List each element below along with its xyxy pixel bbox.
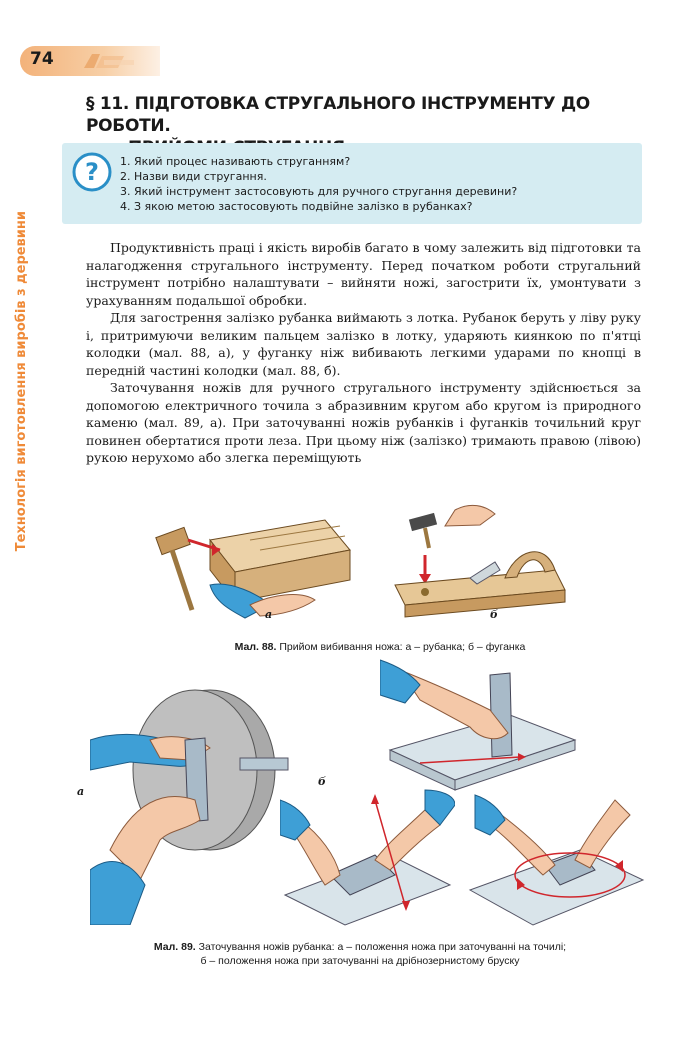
paragraph: Заточування ножів для ручного стругального інструменту здійснюється за допомогою електричного точила з абразивним кругом або кругом із природного каменю (мал. 89, а). При заточуванні ножів рубанків і фуганків точильний круг повинен обертатися проти леза. При цьому ніж (залізко) тримають правою (лівою) рукою нерухомо або злегка переміщують (86, 380, 641, 465)
svg-text:?: ? (85, 158, 99, 186)
figure-89-label-b: б (318, 775, 326, 788)
questions-list (120, 154, 640, 214)
question-item: 3. Який інструмент застосовують для ручного стругання деревини? (120, 185, 518, 198)
paragraph: Продуктивність праці і якість виробів багато в чому залежить від підготовки та налагодження стругального інструменту. Перед початком роботи стругальний інструмент потрібно налаштувати – вийняти ножі, загострити їх, умонтувати з урахуванням подальшої обробки. (86, 240, 641, 308)
book-logo-icon (80, 50, 140, 72)
figure-89-caption-number: Мал. 89. (153, 941, 196, 953)
question-item: 1. Який процес називають струганням? (120, 155, 351, 168)
figure-88-caption-number: Мал. 88. (234, 641, 277, 653)
figure-88-label-a: а (265, 608, 273, 621)
question-icon (72, 152, 112, 192)
question-item: 2. Назви види стругання. (120, 170, 267, 183)
heading-line-1: § 11. ПІДГОТОВКА СТРУГАЛЬНОГО ІНСТРУМЕНТУ ДО РОБОТИ. (86, 94, 590, 136)
figure-89-caption-line-2: б – положення ножа при заточуванні на дрібнозернистому бруску (200, 955, 520, 967)
side-section-title (8, 98, 34, 664)
figure-88-label-b: б (490, 608, 498, 621)
side-section-title-text: Технологія виготовлення виробів з деревини (13, 210, 29, 552)
whetstone-circular-motion-illustration (465, 790, 645, 930)
paragraph: Для загострення залізко рубанка виймають з лотка. Рубанок беруть у ліву руку і, притримуючи великим пальцем залізко в лотку, ударяють киянкою по п'ятці колодки (мал. 88, а), у фуганку ніж вибивають легкими ударами по кнопці в передній частині колодки (мал. 88, б). (86, 310, 641, 378)
body-text (86, 239, 641, 467)
figure-88-caption-text: Прийом вибивання ножа: а – рубанка; б – фуганка (279, 641, 526, 653)
figure-89-caption (70, 940, 650, 968)
question-item: 4. З якою метою застосовують подвійне залізко в рубанках? (120, 200, 473, 213)
jointer-knock-out-illustration (385, 500, 575, 625)
page-number: 74 (30, 49, 54, 69)
figure-88-caption (120, 641, 640, 653)
grinding-wheel-illustration (90, 680, 290, 925)
figure-89-caption-text: Заточування ножів рубанка: а – положення ножа при заточуванні на точилі; (198, 941, 567, 953)
whetstone-blade-upright-illustration (380, 655, 580, 795)
figure-89-label-a: а (77, 785, 85, 798)
whetstone-honing-illustration (280, 780, 455, 930)
